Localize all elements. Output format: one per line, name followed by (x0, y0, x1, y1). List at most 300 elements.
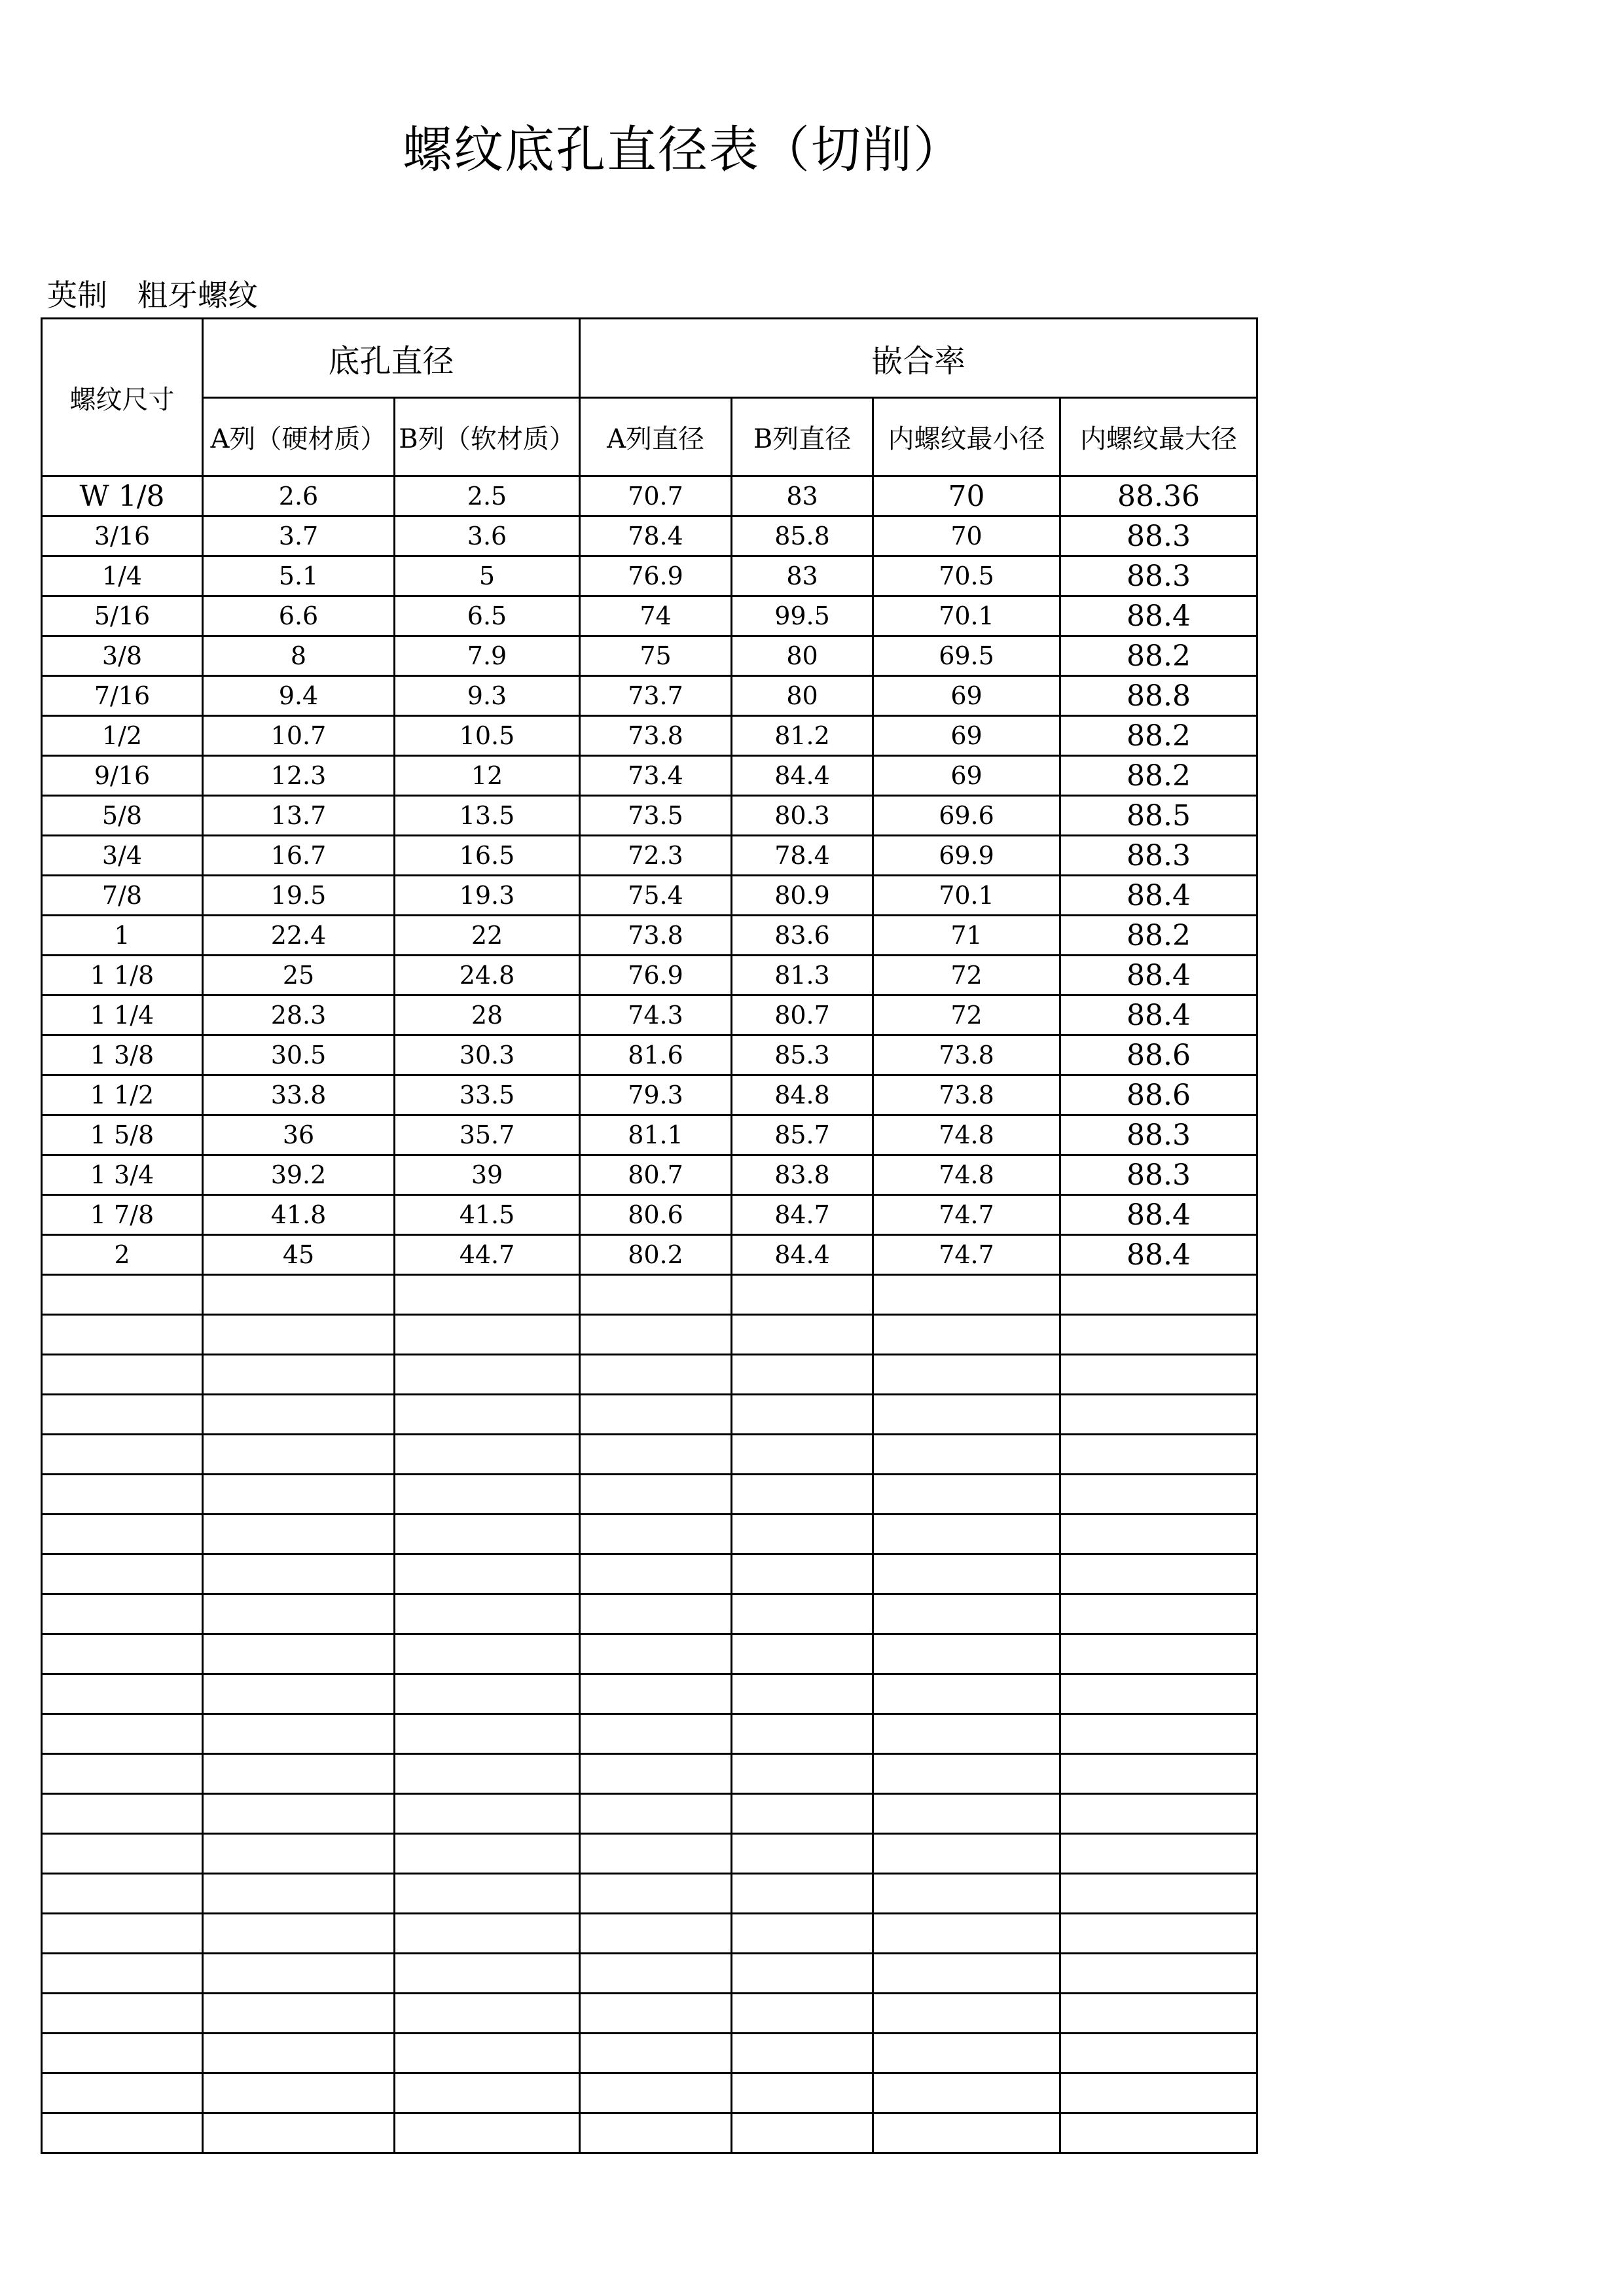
empty-row (42, 1475, 1257, 1515)
empty-cell (395, 1634, 580, 1674)
cell-b-rate: 83.6 (732, 916, 873, 956)
table-row (42, 796, 1257, 836)
cell-b-bore: 35.7 (395, 1115, 580, 1155)
empty-cell (732, 2073, 873, 2113)
cell-min-inner: 70.1 (873, 596, 1060, 636)
empty-cell (42, 1954, 203, 1994)
cell-max-inner: 88.4 (1060, 996, 1257, 1035)
empty-cell (873, 1594, 1060, 1634)
cell-min-inner: 70.1 (873, 876, 1060, 916)
cell-b-rate: 99.5 (732, 596, 873, 636)
empty-cell (42, 1515, 203, 1554)
empty-cell (203, 1475, 395, 1515)
empty-cell (395, 1794, 580, 1834)
table-row (42, 1075, 1257, 1115)
cell-a-bore: 25 (203, 956, 395, 996)
empty-row (42, 1355, 1257, 1395)
empty-cell (203, 1355, 395, 1395)
cell-a-bore: 12.3 (203, 756, 395, 796)
empty-cell (395, 1315, 580, 1355)
empty-cell (203, 1794, 395, 1834)
cell-max-inner: 88.4 (1060, 596, 1257, 636)
empty-row (42, 1954, 1257, 1994)
empty-cell (580, 1634, 732, 1674)
empty-cell (203, 1435, 395, 1475)
empty-row (42, 1515, 1257, 1554)
empty-cell (395, 2113, 580, 2153)
empty-cell (1060, 1834, 1257, 1874)
header-b-diameter: B列直径 (732, 398, 873, 476)
empty-row (42, 1674, 1257, 1714)
cell-b-bore: 5 (395, 556, 580, 596)
empty-cell (203, 1634, 395, 1674)
cell-max-inner: 88.2 (1060, 636, 1257, 676)
empty-cell (1060, 1994, 1257, 2034)
empty-cell (1060, 1395, 1257, 1435)
empty-cell (42, 1914, 203, 1954)
thread-bore-table (41, 317, 1258, 2154)
cell-max-inner: 88.8 (1060, 676, 1257, 716)
empty-cell (873, 1395, 1060, 1435)
empty-cell (732, 1954, 873, 1994)
cell-b-bore: 28 (395, 996, 580, 1035)
table-row (42, 996, 1257, 1035)
cell-b-bore: 30.3 (395, 1035, 580, 1075)
cell-max-inner: 88.6 (1060, 1035, 1257, 1075)
empty-cell (732, 1515, 873, 1554)
empty-cell (580, 1714, 732, 1754)
empty-cell (203, 1275, 395, 1315)
cell-b-bore: 9.3 (395, 676, 580, 716)
cell-a-bore: 33.8 (203, 1075, 395, 1115)
header-max-inner-diameter: 内螺纹最大径 (1060, 398, 1257, 476)
cell-a-bore: 28.3 (203, 996, 395, 1035)
empty-cell (1060, 1475, 1257, 1515)
cell-max-inner: 88.3 (1060, 556, 1257, 596)
empty-cell (580, 2034, 732, 2073)
cell-b-bore: 13.5 (395, 796, 580, 836)
cell-min-inner: 71 (873, 916, 1060, 956)
empty-cell (42, 1634, 203, 1674)
empty-cell (1060, 1315, 1257, 1355)
empty-cell (873, 2034, 1060, 2073)
empty-cell (732, 1475, 873, 1515)
empty-cell (1060, 2073, 1257, 2113)
empty-cell (732, 1315, 873, 1355)
cell-a-bore: 6.6 (203, 596, 395, 636)
cell-max-inner: 88.4 (1060, 876, 1257, 916)
cell-thread-size: 7/16 (42, 676, 203, 716)
empty-cell (873, 1914, 1060, 1954)
table-row (42, 716, 1257, 756)
empty-cell (203, 1395, 395, 1435)
empty-cell (42, 1594, 203, 1634)
empty-row (42, 1315, 1257, 1355)
header-b-col-soft: B列（软材质） (395, 398, 580, 476)
cell-min-inner: 70 (873, 516, 1060, 556)
cell-b-bore: 7.9 (395, 636, 580, 676)
cell-thread-size: 1 3/4 (42, 1155, 203, 1195)
empty-cell (42, 1554, 203, 1594)
cell-a-bore: 16.7 (203, 836, 395, 876)
table-row (42, 556, 1257, 596)
cell-a-rate: 80.2 (580, 1235, 732, 1275)
cell-min-inner: 72 (873, 956, 1060, 996)
cell-b-rate: 83 (732, 556, 873, 596)
cell-a-bore: 9.4 (203, 676, 395, 716)
cell-b-rate: 83 (732, 476, 873, 516)
empty-cell (42, 1714, 203, 1754)
cell-a-rate: 76.9 (580, 556, 732, 596)
empty-cell (1060, 1874, 1257, 1914)
table-row (42, 756, 1257, 796)
empty-cell (580, 1315, 732, 1355)
cell-a-bore: 5.1 (203, 556, 395, 596)
cell-thread-size: 1 1/8 (42, 956, 203, 996)
empty-cell (1060, 2113, 1257, 2153)
table-row (42, 516, 1257, 556)
cell-a-bore: 39.2 (203, 1155, 395, 1195)
table-row (42, 476, 1257, 516)
empty-cell (395, 1874, 580, 1914)
empty-cell (395, 1674, 580, 1714)
cell-a-rate: 73.5 (580, 796, 732, 836)
cell-b-rate: 81.2 (732, 716, 873, 756)
empty-cell (203, 2073, 395, 2113)
cell-b-bore: 44.7 (395, 1235, 580, 1275)
cell-b-bore: 16.5 (395, 836, 580, 876)
empty-row (42, 1395, 1257, 1435)
cell-b-rate: 83.8 (732, 1155, 873, 1195)
cell-thread-size: 1 1/2 (42, 1075, 203, 1115)
cell-a-rate: 75.4 (580, 876, 732, 916)
header-thread-size: 螺纹尺寸 (42, 319, 203, 476)
cell-max-inner: 88.2 (1060, 756, 1257, 796)
empty-cell (580, 1594, 732, 1634)
empty-cell (395, 2034, 580, 2073)
empty-cell (395, 1954, 580, 1994)
empty-row (42, 2073, 1257, 2113)
cell-a-rate: 75 (580, 636, 732, 676)
empty-cell (395, 1594, 580, 1634)
empty-cell (395, 1435, 580, 1475)
cell-thread-size: W 1/8 (42, 476, 203, 516)
empty-cell (732, 1994, 873, 2034)
empty-cell (42, 1315, 203, 1355)
empty-row (42, 2034, 1257, 2073)
cell-thread-size: 1 3/8 (42, 1035, 203, 1075)
cell-b-bore: 10.5 (395, 716, 580, 756)
empty-cell (732, 1634, 873, 1674)
empty-cell (873, 1435, 1060, 1475)
empty-cell (873, 1674, 1060, 1714)
empty-cell (1060, 1594, 1257, 1634)
empty-cell (732, 1914, 873, 1954)
empty-cell (580, 2113, 732, 2153)
empty-cell (395, 1994, 580, 2034)
empty-row (42, 1435, 1257, 1475)
empty-cell (732, 1435, 873, 1475)
cell-a-rate: 80.6 (580, 1195, 732, 1235)
empty-cell (873, 1634, 1060, 1674)
empty-cell (203, 2034, 395, 2073)
cell-max-inner: 88.4 (1060, 1195, 1257, 1235)
empty-row (42, 1714, 1257, 1754)
cell-a-rate: 79.3 (580, 1075, 732, 1115)
cell-min-inner: 72 (873, 996, 1060, 1035)
empty-cell (732, 1834, 873, 1874)
empty-cell (873, 1315, 1060, 1355)
cell-thread-size: 3/16 (42, 516, 203, 556)
cell-a-rate: 76.9 (580, 956, 732, 996)
empty-cell (203, 1554, 395, 1594)
cell-max-inner: 88.3 (1060, 1115, 1257, 1155)
cell-thread-size: 3/4 (42, 836, 203, 876)
cell-thread-size: 7/8 (42, 876, 203, 916)
cell-a-bore: 19.5 (203, 876, 395, 916)
empty-cell (1060, 1435, 1257, 1475)
empty-row (42, 1914, 1257, 1954)
cell-a-rate: 73.8 (580, 716, 732, 756)
cell-min-inner: 69.6 (873, 796, 1060, 836)
section-subtitle: 英制 粗牙螺纹 (47, 278, 258, 313)
cell-min-inner: 69.9 (873, 836, 1060, 876)
empty-row (42, 1794, 1257, 1834)
empty-cell (395, 1554, 580, 1594)
cell-min-inner: 69 (873, 716, 1060, 756)
empty-cell (873, 1834, 1060, 1874)
cell-max-inner: 88.5 (1060, 796, 1257, 836)
empty-cell (395, 1475, 580, 1515)
cell-thread-size: 1/2 (42, 716, 203, 756)
cell-min-inner: 70.5 (873, 556, 1060, 596)
table-row (42, 676, 1257, 716)
empty-cell (42, 2113, 203, 2153)
empty-cell (42, 1355, 203, 1395)
empty-cell (1060, 1954, 1257, 1994)
empty-cell (580, 1395, 732, 1435)
empty-row (42, 1874, 1257, 1914)
empty-cell (580, 1475, 732, 1515)
cell-min-inner: 74.8 (873, 1155, 1060, 1195)
empty-cell (732, 1275, 873, 1315)
table-row (42, 1235, 1257, 1275)
cell-b-rate: 85.8 (732, 516, 873, 556)
cell-thread-size: 5/8 (42, 796, 203, 836)
cell-b-bore: 39 (395, 1155, 580, 1195)
empty-cell (395, 1754, 580, 1794)
table-row (42, 636, 1257, 676)
cell-thread-size: 1 5/8 (42, 1115, 203, 1155)
cell-b-bore: 19.3 (395, 876, 580, 916)
cell-a-bore: 22.4 (203, 916, 395, 956)
cell-thread-size: 2 (42, 1235, 203, 1275)
cell-b-rate: 84.7 (732, 1195, 873, 1235)
empty-cell (732, 2034, 873, 2073)
cell-a-rate: 81.1 (580, 1115, 732, 1155)
empty-cell (42, 1275, 203, 1315)
empty-cell (203, 1674, 395, 1714)
cell-b-rate: 84.4 (732, 756, 873, 796)
empty-row (42, 1275, 1257, 1315)
empty-cell (873, 2073, 1060, 2113)
empty-cell (1060, 1554, 1257, 1594)
cell-max-inner: 88.3 (1060, 1155, 1257, 1195)
cell-max-inner: 88.2 (1060, 916, 1257, 956)
empty-cell (580, 1674, 732, 1714)
cell-max-inner: 88.36 (1060, 476, 1257, 516)
empty-cell (873, 1475, 1060, 1515)
empty-cell (395, 2073, 580, 2113)
empty-cell (873, 1355, 1060, 1395)
empty-cell (1060, 1754, 1257, 1794)
empty-cell (732, 1355, 873, 1395)
empty-cell (580, 1954, 732, 1994)
cell-a-rate: 72.3 (580, 836, 732, 876)
table-row (42, 836, 1257, 876)
cell-min-inner: 73.8 (873, 1075, 1060, 1115)
empty-cell (395, 1355, 580, 1395)
cell-b-rate: 80 (732, 636, 873, 676)
empty-cell (873, 1275, 1060, 1315)
empty-row (42, 1634, 1257, 1674)
cell-a-bore: 2.6 (203, 476, 395, 516)
cell-a-rate: 70.7 (580, 476, 732, 516)
empty-cell (1060, 1275, 1257, 1315)
empty-cell (1060, 1355, 1257, 1395)
cell-min-inner: 69.5 (873, 636, 1060, 676)
cell-b-rate: 85.7 (732, 1115, 873, 1155)
empty-row (42, 1754, 1257, 1794)
header-a-col-hard: A列（硬材质） (203, 398, 395, 476)
empty-cell (203, 1994, 395, 2034)
cell-b-rate: 80 (732, 676, 873, 716)
empty-cell (580, 1515, 732, 1554)
empty-row (42, 1994, 1257, 2034)
empty-row (42, 2113, 1257, 2153)
cell-a-rate: 74.3 (580, 996, 732, 1035)
empty-cell (395, 1275, 580, 1315)
table-row (42, 1115, 1257, 1155)
empty-cell (732, 2113, 873, 2153)
empty-cell (580, 1874, 732, 1914)
empty-cell (395, 1914, 580, 1954)
cell-thread-size: 1 (42, 916, 203, 956)
empty-cell (873, 1515, 1060, 1554)
empty-cell (203, 1834, 395, 1874)
cell-max-inner: 88.4 (1060, 1235, 1257, 1275)
table-body (42, 476, 1257, 2153)
empty-cell (580, 1834, 732, 1874)
empty-cell (873, 2113, 1060, 2153)
empty-cell (732, 1554, 873, 1594)
empty-cell (203, 1954, 395, 1994)
cell-min-inner: 69 (873, 756, 1060, 796)
empty-cell (873, 1754, 1060, 1794)
empty-cell (1060, 1714, 1257, 1754)
table-row (42, 1195, 1257, 1235)
cell-b-bore: 22 (395, 916, 580, 956)
empty-cell (732, 1594, 873, 1634)
cell-a-bore: 30.5 (203, 1035, 395, 1075)
cell-b-bore: 33.5 (395, 1075, 580, 1115)
empty-cell (42, 1834, 203, 1874)
empty-cell (580, 1435, 732, 1475)
cell-max-inner: 88.3 (1060, 516, 1257, 556)
cell-b-bore: 2.5 (395, 476, 580, 516)
cell-thread-size: 1 1/4 (42, 996, 203, 1035)
empty-cell (42, 1794, 203, 1834)
cell-b-bore: 6.5 (395, 596, 580, 636)
cell-b-bore: 24.8 (395, 956, 580, 996)
empty-cell (732, 1794, 873, 1834)
header-engagement-rate: 嵌合率 (580, 319, 1257, 398)
cell-a-bore: 10.7 (203, 716, 395, 756)
cell-b-bore: 41.5 (395, 1195, 580, 1235)
empty-row (42, 1834, 1257, 1874)
empty-cell (873, 1994, 1060, 2034)
empty-cell (873, 1714, 1060, 1754)
empty-cell (580, 1275, 732, 1315)
table-row (42, 956, 1257, 996)
cell-a-rate: 73.7 (580, 676, 732, 716)
empty-cell (1060, 1674, 1257, 1714)
empty-cell (732, 1754, 873, 1794)
empty-cell (42, 1754, 203, 1794)
header-bore-diameter: 底孔直径 (203, 319, 580, 398)
cell-max-inner: 88.6 (1060, 1075, 1257, 1115)
table-row (42, 596, 1257, 636)
empty-cell (203, 2113, 395, 2153)
empty-cell (580, 1754, 732, 1794)
cell-a-rate: 81.6 (580, 1035, 732, 1075)
empty-cell (873, 1874, 1060, 1914)
cell-b-bore: 12 (395, 756, 580, 796)
cell-a-bore: 8 (203, 636, 395, 676)
cell-thread-size: 1/4 (42, 556, 203, 596)
cell-b-rate: 84.8 (732, 1075, 873, 1115)
cell-min-inner: 74.7 (873, 1235, 1060, 1275)
empty-cell (42, 1874, 203, 1914)
empty-row (42, 1554, 1257, 1594)
empty-cell (732, 1395, 873, 1435)
empty-cell (42, 2073, 203, 2113)
empty-cell (42, 1475, 203, 1515)
cell-b-rate: 81.3 (732, 956, 873, 996)
page-title: 螺纹底孔直径表（切削） (403, 120, 964, 179)
empty-cell (395, 1714, 580, 1754)
cell-b-rate: 84.4 (732, 1235, 873, 1275)
empty-cell (395, 1834, 580, 1874)
table-row (42, 1035, 1257, 1075)
empty-cell (42, 1435, 203, 1475)
table-row (42, 1155, 1257, 1195)
cell-a-rate: 73.4 (580, 756, 732, 796)
cell-b-rate: 78.4 (732, 836, 873, 876)
cell-min-inner: 74.8 (873, 1115, 1060, 1155)
header-min-inner-diameter: 内螺纹最小径 (873, 398, 1060, 476)
empty-cell (395, 1395, 580, 1435)
empty-row (42, 1594, 1257, 1634)
empty-cell (580, 1994, 732, 2034)
cell-min-inner: 69 (873, 676, 1060, 716)
empty-cell (42, 1674, 203, 1714)
empty-cell (580, 1794, 732, 1834)
empty-cell (732, 1714, 873, 1754)
cell-b-rate: 80.9 (732, 876, 873, 916)
empty-cell (580, 1914, 732, 1954)
empty-cell (203, 1874, 395, 1914)
